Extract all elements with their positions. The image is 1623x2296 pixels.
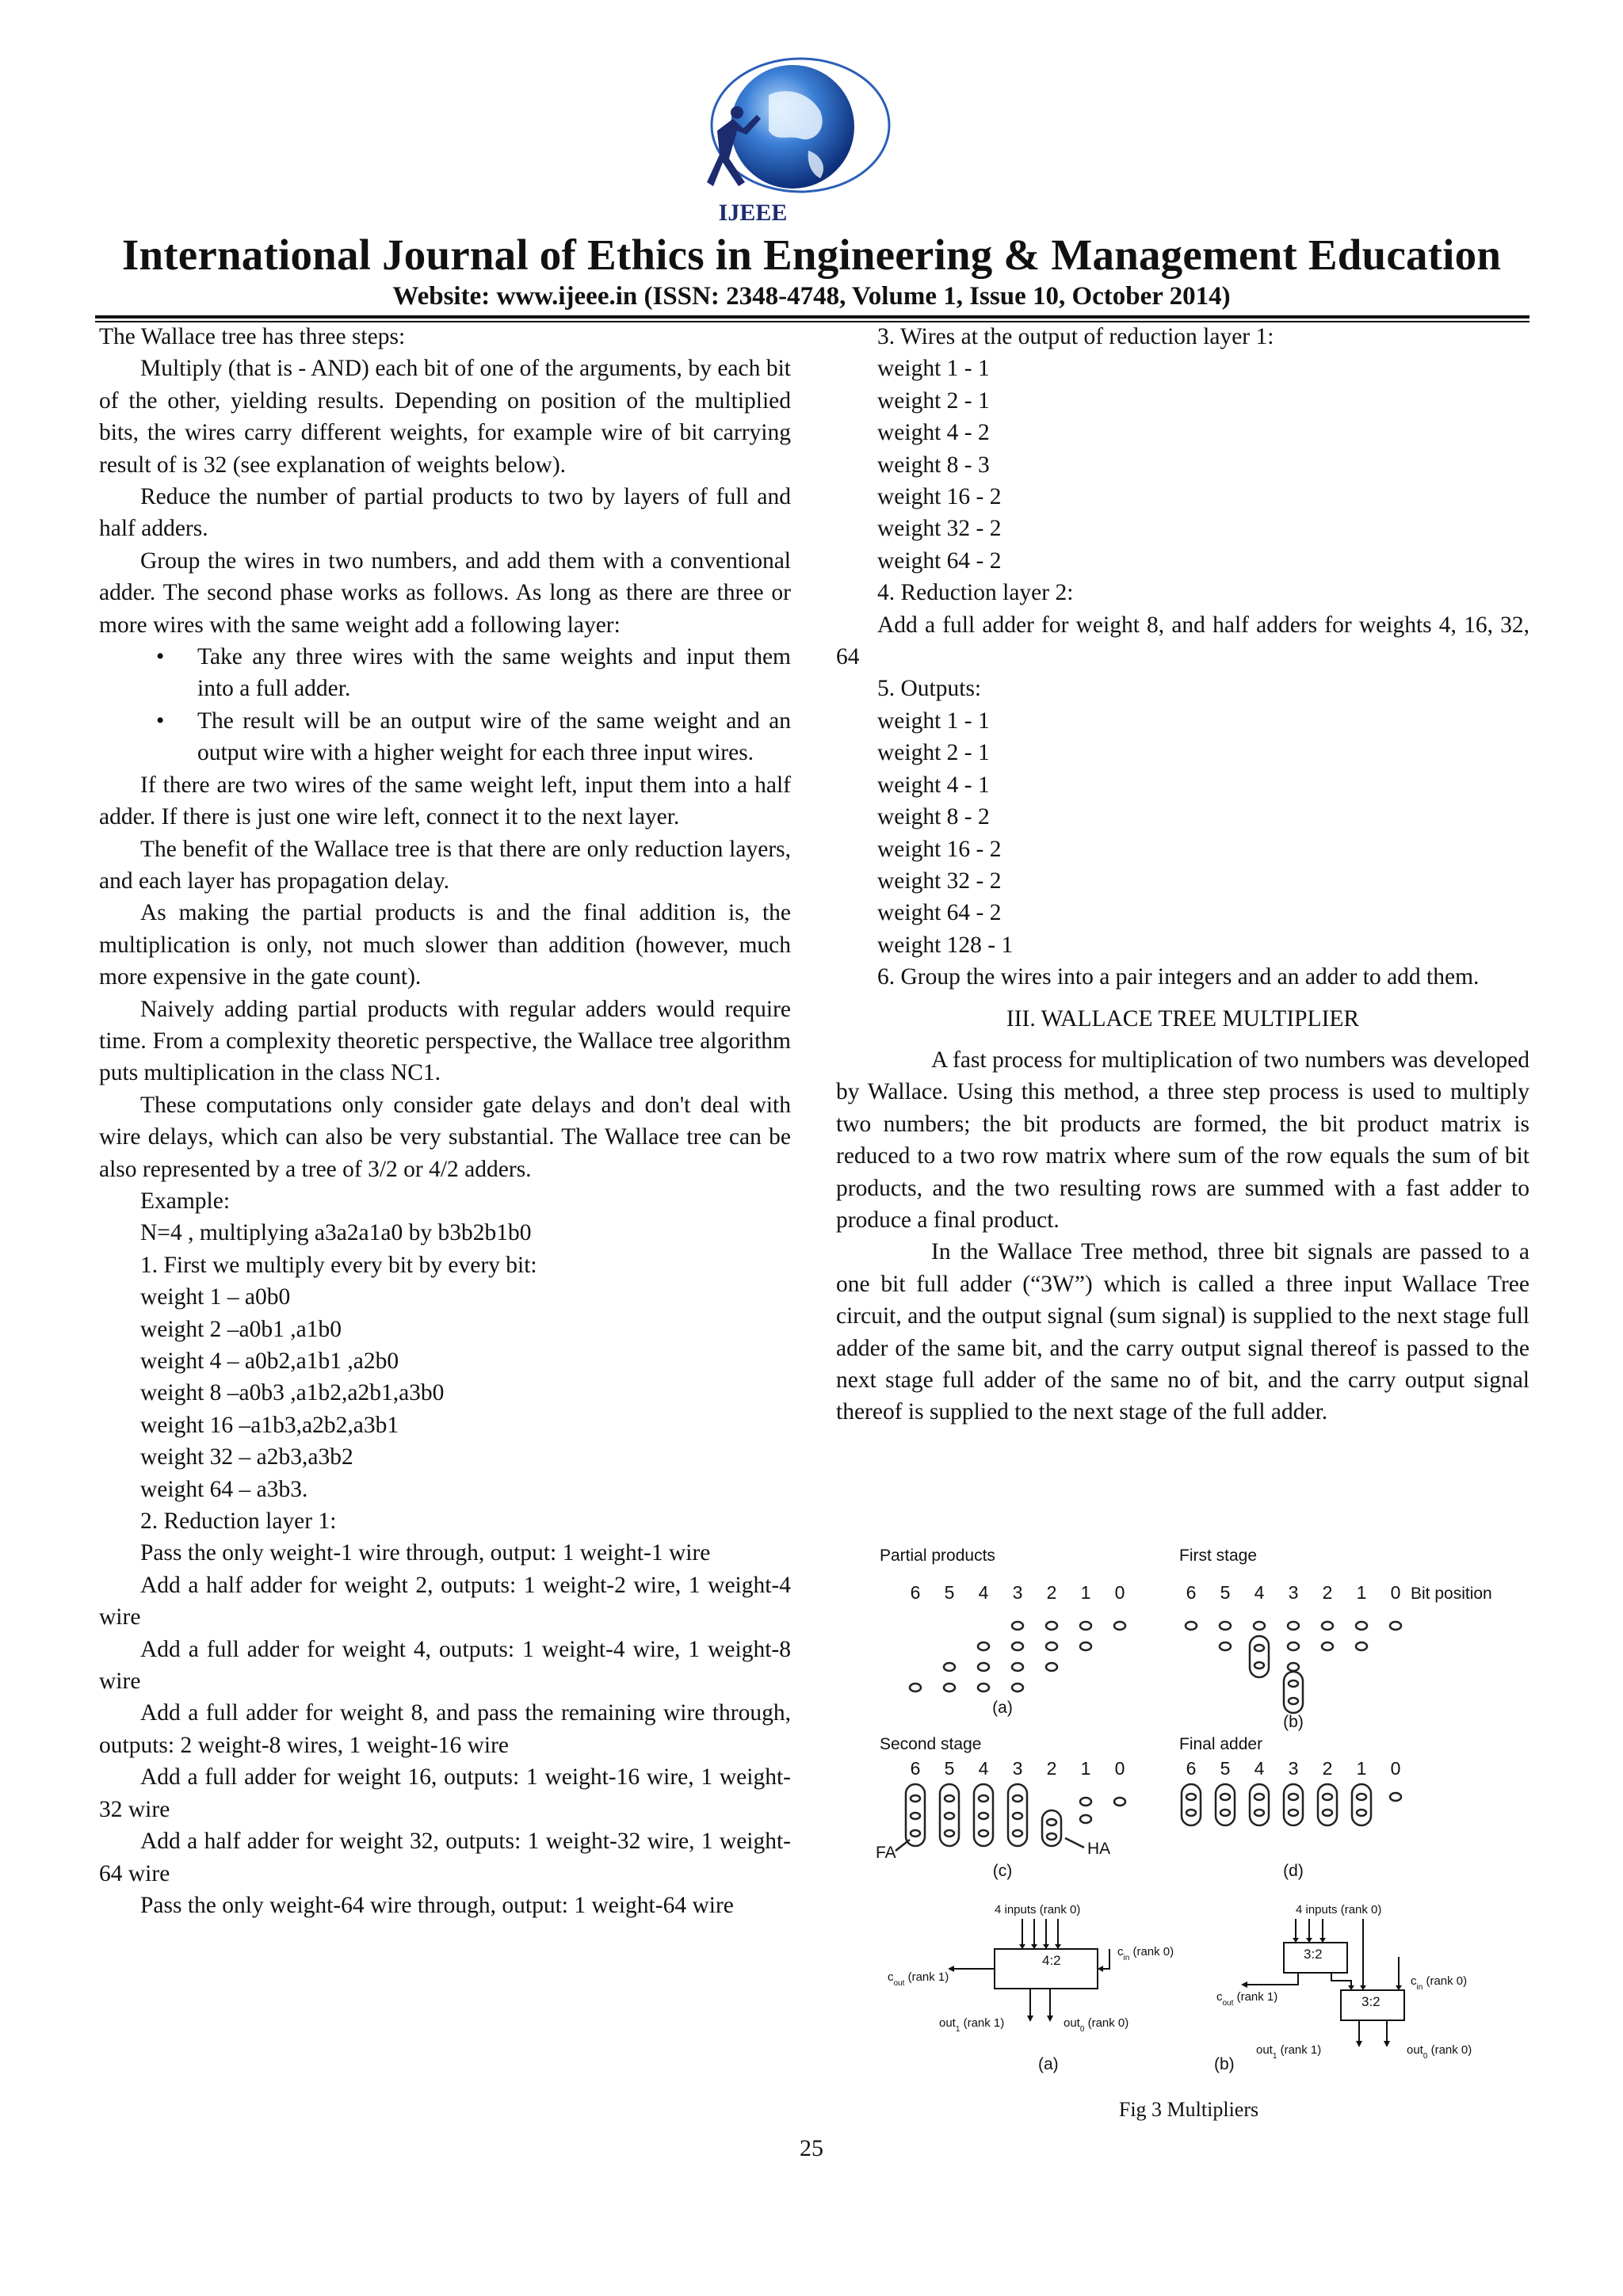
bit-dot [1357,1794,1366,1800]
bit-position: 0 [1114,1582,1125,1603]
bit-dot [1254,1662,1264,1669]
ha-pointer [1065,1838,1084,1848]
bit-position: 3 [1288,1582,1299,1603]
bit-dot [1186,1810,1196,1816]
sub-label: (b) [1283,1713,1304,1731]
journal-title: International Journal of Ethics in Engineering & Management Education [121,231,1502,279]
reduction-item: Add a half adder for weight 2, outputs: 1 weight-2 wire, 1 weight-4 wire [99,1572,791,1630]
bit-dot [1288,1663,1299,1671]
first-step: 1. First we multiply every bit by every bit: [140,1252,537,1278]
example-n: N=4 , multiplying a3a2a1a0 by b3b2b1b0 [140,1220,532,1246]
bit-position: 6 [910,1582,921,1603]
bit-dot [1289,1810,1298,1816]
paragraph-step1: Multiply (that is - AND) each bit of one of the arguments, by each bit of the other, yielding results. Depending on position of the multiplied bits, the wires carry different weights, for example wire of bit carrying result of is 32 (see explanation of weights below). [99,356,791,478]
wire-line: weight 2 - 1 [877,387,990,414]
bit-dot [1186,1622,1197,1630]
out1-label: out$_1$ (rank 1) [1256,2043,1322,2061]
output-line: weight 32 - 2 [877,868,1002,894]
bit-dot [1254,1810,1264,1816]
arrow-head [1241,1981,1247,1988]
wires-title: 3. Wires at the output of reduction layer 1: [877,324,1274,349]
adder-group [1216,1784,1235,1825]
bit-position: 2 [1322,1758,1333,1779]
reduction-item: Add a full adder for weight 16, outputs: 1 weight-16 wire, 1 weight-32 wire [99,1764,791,1822]
out0-label: out$_0$ (rank 0) [1064,2016,1129,2034]
panel-title: Final adder [1179,1735,1263,1753]
bit-position-label: Bit position [1411,1585,1492,1603]
bit-dot [1323,1810,1332,1816]
weight-line: weight 8 –a0b3 ,a1b2,a2b1,a3b0 [140,1380,445,1406]
output-line: weight 2 - 1 [877,740,990,766]
bullet-item: • The result will be an output wire of the same weight and an output wire with a higher weight for each three input wires. [99,705,791,769]
bit-position: 4 [978,1582,989,1603]
bit-dot [1114,1622,1125,1630]
bullet-item: • Take any three wires with the same weights and input them into a full adder. [99,641,791,705]
bit-position: 4 [1254,1758,1265,1779]
right-column [836,321,1529,1428]
arrow-head [1356,2041,1390,2047]
output-line: weight 128 - 1 [877,932,1014,958]
paragraph-wallace-1: A fast process for multiplication of two numbers was developed by Wallace. Using this method, a three step process is used to multiply two numbers; the bit products are formed, the bit product matrix is reduced to a two row matrix where sum of the row equals the sum of bit products, and the two resulting rows are summed with a fast adder to produce a final product. [836,1047,1529,1233]
bit-dot [1114,1798,1125,1806]
bit-dot [1254,1622,1265,1630]
sub-label: (a) [1038,2055,1059,2073]
reduction-layer-1: 2. Reduction layer 1: [140,1508,337,1535]
bit-dot [1013,1813,1022,1819]
reduction-layer-2: 4. Reduction layer 2: [877,580,1074,606]
bit-position: 1 [1356,1758,1367,1779]
bit-dot [944,1663,955,1671]
section-heading: III. WALLACE TREE MULTIPLIER [1006,1005,1360,1032]
output-line: weight 8 - 2 [877,804,990,830]
arrow-head [1027,2016,1053,2022]
bit-position: 6 [1186,1582,1197,1603]
paragraph-two-wires: If there are two wires of the same weight left, input them into a half adder. If there is just one wire left, connect it to the next layer. [99,772,791,830]
bit-dot [978,1684,989,1691]
bit-dot [979,1795,988,1802]
bit-dot [1288,1642,1299,1650]
wire-line: weight 8 - 3 [877,452,990,478]
out1-label: out$_1$ (rank 1) [939,2016,1005,2034]
weight-line: weight 16 –a1b3,a2b2,a3b1 [140,1412,399,1438]
wire-line: weight 1 - 1 [877,356,990,382]
bit-position: 1 [1356,1582,1367,1603]
sub-label: (d) [1283,1862,1304,1880]
bit-dot [945,1795,954,1802]
sub-label: (a) [992,1699,1013,1717]
page-number: 25 [800,2135,823,2161]
group-text: 6. Group the wires into a pair integers and an adder to add them. [877,964,1480,990]
bit-dot [1046,1642,1057,1650]
bit-position: 4 [978,1758,989,1779]
bit-dot [1047,1819,1056,1825]
bit-position: 2 [1046,1758,1057,1779]
bit-dot [910,1684,921,1691]
adder-group [1182,1784,1201,1825]
wire-line: weight 4 - 2 [877,420,990,446]
bit-position: 5 [1220,1758,1231,1779]
left-column [99,321,791,1921]
weight-line: weight 1 – a0b0 [140,1284,291,1310]
panel-title: Second stage [880,1735,982,1753]
bit-position: 0 [1390,1758,1401,1779]
inputs-label: 4 inputs (rank 0) [1296,1903,1382,1917]
bit-dot [1013,1830,1022,1836]
output-line: weight 16 - 2 [877,836,1002,862]
adder-group [1250,1784,1269,1825]
wire-line: weight 32 - 2 [877,516,1002,542]
bit-position: 5 [944,1758,955,1779]
sum-arrow [1331,1973,1351,1989]
figure-multipliers [872,1537,1506,2092]
bit-dot [1356,1622,1367,1630]
reduction-item: Add a full adder for weight 4, outputs: 1 weight-4 wire, 1 weight-8 wire [99,1636,791,1695]
paragraph-these: These computations only consider gate delays and don't deal with wire delays, which can also be very substantial. The Wallace tree can be also represented by a tree of 3/2 or 4/2 adders. [99,1092,791,1182]
bit-dot [978,1663,989,1671]
journal-logo [650,55,911,226]
bit-position: 3 [1288,1758,1299,1779]
bit-dot [945,1830,954,1836]
bit-dot [1012,1663,1023,1671]
bit-dot [1220,1642,1231,1650]
bit-position: 6 [910,1758,921,1779]
cin-label: $c_{in}$ (rank 0) [1411,1974,1468,1992]
bit-position: 2 [1046,1582,1057,1603]
bit-dot [1047,1833,1056,1840]
bit-position: 3 [1012,1582,1023,1603]
ha-label: HA [1087,1840,1111,1858]
panel-title: First stage [1179,1547,1258,1565]
header-rule [95,315,1529,318]
cin-label: $c_{in}$ (rank 0) [1117,1945,1174,1962]
bit-position: 6 [1186,1758,1197,1779]
bit-dot [1288,1622,1299,1630]
bit-dot [1289,1794,1298,1800]
bit-dot [1220,1810,1230,1816]
figure-caption: Fig 3 Multipliers [1118,2098,1259,2121]
bit-dot [1356,1642,1367,1650]
box-label-42: 4:2 [1042,1953,1061,1968]
bit-dot [1080,1815,1091,1823]
sub-label: (c) [992,1862,1013,1880]
journal-subtitle: Website: www.ijeee.in (ISSN: 2348-4748, Volume 1, Issue 10, October 2014) [392,282,1231,311]
reduction-2-text: Add a full adder for weight 8, and half adders for weights 4, 16, 32, 64 [836,612,1529,670]
bit-position: 5 [944,1582,955,1603]
bit-position: 5 [1220,1582,1231,1603]
paragraph-wallace-2: In the Wallace Tree method, three bit signals are passed to a one bit full adder (“3W”) which is called a three input Wallace Tree circuit, and the output signal (sum signal) is supplied to the next stage full adder of the same bit, and the carry output signal thereof is passed to the next stage full adder of the same no of bit, and the carry output signal thereof is supplied to the next stage of the full adder. [836,1239,1529,1425]
bit-position: 2 [1322,1582,1333,1603]
cin-arrow [1099,1949,1109,1969]
paragraph-step3: Group the wires in two numbers, and add them with a conventional adder. The second phase works as follows. As long as there are three or more wires with the same weight add a following layer: [99,547,791,638]
bit-position: 0 [1114,1758,1125,1779]
bit-dot [979,1813,988,1819]
reduction-item: Add a full adder for weight 8, and pass the remaining wire through, outputs: 2 weight-8 wires, 1 weight-16 wire [99,1700,791,1758]
bit-position: 1 [1080,1758,1091,1779]
cout-label: $c_{out}$ (rank 1) [888,1970,949,1988]
bullet-icon: • [156,644,165,670]
weight-line: weight 2 –a0b1 ,a1b0 [140,1316,342,1342]
bit-dot [911,1830,920,1836]
reduction-item: Pass the only weight-1 wire through, output: 1 weight-1 wire [140,1540,711,1566]
out-arrows [1359,2020,1387,2044]
adder-group [1250,1636,1269,1677]
bit-dot [1080,1622,1091,1630]
wallace-intro: The Wallace tree has three steps: [99,324,406,349]
wire-line: weight 64 - 2 [877,547,1002,574]
bit-dot [1289,1698,1298,1704]
bit-dot [1013,1795,1022,1802]
sub-label: (b) [1214,2055,1235,2073]
paragraph-benefit: The benefit of the Wallace tree is that there are only reduction layers, and each layer has propagation delay. [99,836,791,894]
bit-position: 1 [1080,1582,1091,1603]
bit-dot [1254,1645,1264,1651]
bit-dot [1390,1622,1401,1630]
fa-label: FA [876,1844,896,1862]
paragraph-naively: Naively adding partial products with regular adders would require time. From a complexity theoretic perspective, the Wallace tree algorithm puts multiplication in the class NC1. [99,996,791,1086]
bit-dot [1390,1793,1401,1801]
bit-position: 3 [1012,1758,1023,1779]
reduction-item: Add a half adder for weight 32, outputs: 1 weight-32 wire, 1 weight-64 wire [99,1829,791,1886]
input-arrow [1022,1919,1058,1947]
wire-line: weight 16 - 2 [877,484,1002,510]
box-label-32: 3:2 [1304,1947,1323,1962]
bit-position: 0 [1390,1582,1401,1603]
logo-text: IJEEE [718,200,788,226]
bit-dot [945,1813,954,1819]
bit-dot [1012,1684,1023,1691]
output-line: weight 4 - 1 [877,772,990,798]
bit-dot [1289,1680,1298,1687]
bit-dot [1046,1622,1057,1630]
bit-dot [1322,1622,1333,1630]
bit-dot [1220,1622,1231,1630]
adder-group [1318,1784,1337,1825]
reduction-item: Pass the only weight-64 wire through, output: 1 weight-64 wire [140,1892,734,1918]
output-line: weight 64 - 2 [877,900,1002,926]
bit-dot [944,1684,955,1691]
paragraph-making: As making the partial products is and the final addition is, the multiplication is only, not much slower than addition (however, much more expensive in the gate count). [99,900,791,990]
fa-pointer [896,1840,910,1851]
weight-line: weight 32 – a2b3,a3b2 [140,1444,353,1470]
paragraph-step2: Reduce the number of partial products to two by layers of full and half adders. [99,484,791,542]
arrow-head [1098,1966,1103,1972]
arrow-head [1293,1938,1366,1990]
example-label: Example: [140,1188,231,1214]
panel-title: Partial products [880,1547,995,1565]
bit-dot [1254,1794,1264,1800]
box-label-32: 3:2 [1361,1994,1381,2009]
weight-line: weight 4 – a0b2,a1b1 ,a2b0 [140,1348,399,1374]
bit-dot [1220,1794,1230,1800]
bit-dot [911,1795,920,1802]
bit-dot [1080,1798,1091,1806]
cout-arrow [1244,1973,1298,1985]
bit-dot [1080,1642,1091,1650]
bit-position: 4 [1254,1582,1265,1603]
bit-dot [979,1830,988,1836]
cout-label: $c_{out}$ (rank 1) [1216,1990,1278,2008]
adder-group [1284,1672,1303,1713]
bit-dot [1357,1810,1366,1816]
bit-dot [1012,1622,1023,1630]
output-line: weight 1 - 1 [877,707,990,734]
adder-group [1284,1784,1303,1825]
out0-label: out$_0$ (rank 0) [1407,2043,1472,2061]
bullet-icon: • [156,707,165,734]
adder-group [1352,1784,1371,1825]
bit-dot [1323,1794,1332,1800]
bit-dot [1322,1642,1333,1650]
bit-dot [978,1642,989,1650]
bit-dot [1012,1642,1023,1650]
bit-dot [1046,1663,1057,1671]
bit-dot [1186,1794,1196,1800]
out-arrows [1030,1989,1050,2019]
weight-line: weight 64 – a3b3. [140,1476,308,1502]
outputs-title: 5. Outputs: [877,676,982,702]
bit-dot [911,1813,920,1819]
inputs-label: 4 inputs (rank 0) [995,1903,1081,1917]
